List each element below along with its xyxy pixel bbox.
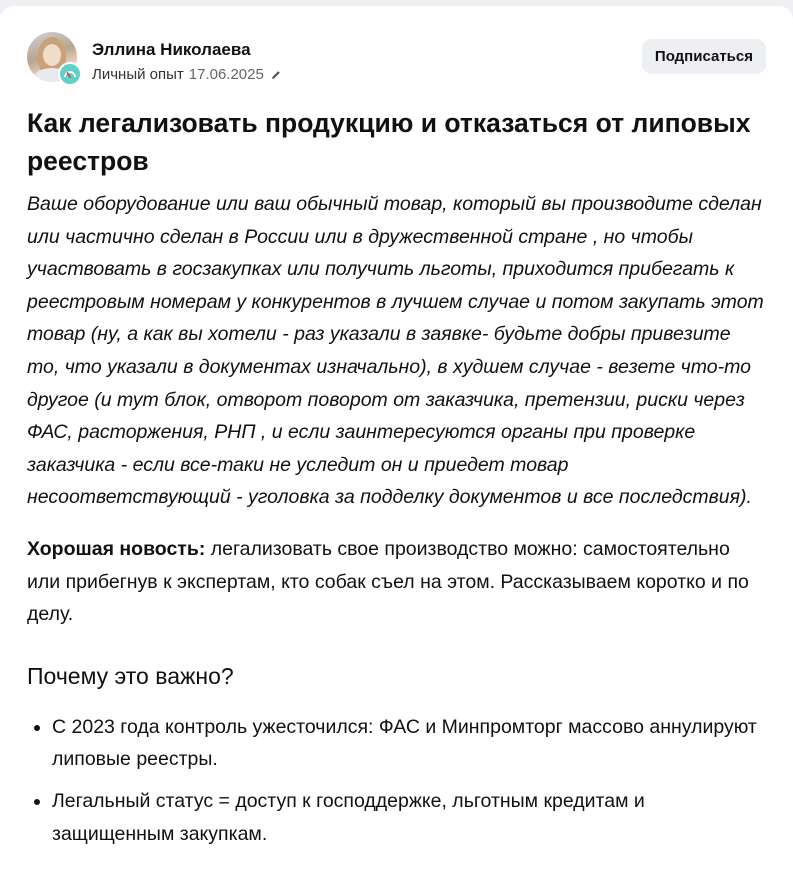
- article-title: Как легализовать продукцию и отказаться от липовых реестров: [27, 108, 751, 176]
- list-item: • Легальный статус = доступ к господдержке, льготным кредитам и защищенным закупкам.: [52, 785, 766, 850]
- good-news-paragraph: [27, 533, 766, 631]
- section-heading: Почему это важно?: [27, 662, 234, 689]
- article-header: [27, 32, 766, 88]
- list-item: • С 2023 года контроль ужесточился: ФАС и Минпромторг массово аннулируют липовые реестры.: [52, 711, 766, 776]
- post-category[interactable]: Личный опыт: [92, 66, 184, 83]
- article-lead: Ваше оборудование или ваш обычный товар, который вы производите сделан или частично сделан в России или в дружественной стране , но чтобы участвовать в госзакупках или получить льготы, приходится прибегать к реестровым номерам у конкурентов в лучшем случае и потом закупать этот товар (ну, а как вы хотели - раз указали в заявке- будьте добры привезите то, что указали в документах изначально), в худшем случае - везете что-то другое (и тут блок, отворот поворот от заказчика, претензии, риски через ФАС, расторжения, РНП , и если заинтересуются органы при проверке заказчика - если все-таки не уследит он и приедет товар несоответствующий - уголовка за подделку документов и все последствия).: [27, 193, 764, 509]
- pencil-icon: [270, 68, 282, 85]
- good-news-label: Хорошая новость:: [27, 537, 206, 560]
- post-meta: [92, 66, 282, 85]
- speedometer-icon: [58, 62, 82, 86]
- article-card: [0, 6, 793, 891]
- author-name[interactable]: Эллина Николаева: [92, 40, 251, 59]
- good-news-text: легализовать свое производство можно: самостоятельно или прибегнув к экспертам, кто собак съел на этом. Рассказываем коротко и по делу.: [27, 537, 749, 626]
- importance-list: [27, 711, 766, 850]
- post-date: 17.06.2025: [188, 66, 264, 83]
- subscribe-button[interactable]: Подписаться: [642, 39, 766, 74]
